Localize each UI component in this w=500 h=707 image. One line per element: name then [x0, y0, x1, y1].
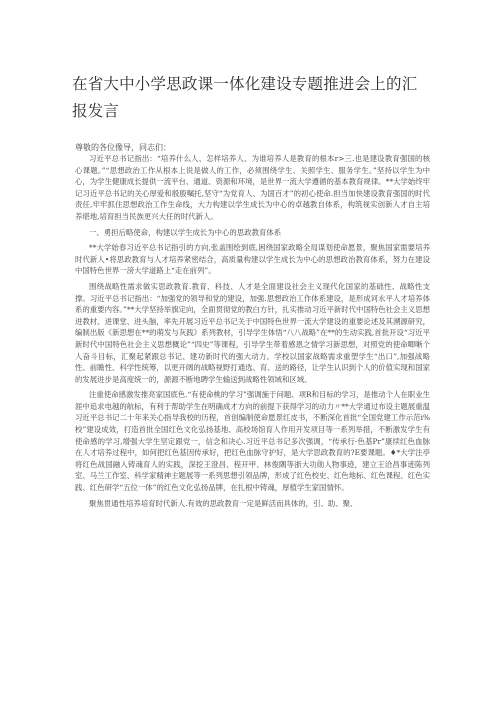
document-body: [75, 153, 430, 513]
document-title: 在省大中小学思政课一体化建设专题推进会上的汇报发言: [72, 75, 418, 120]
greeting: 尊敬的各位像导，同志们：: [75, 143, 171, 152]
paragraph: 聚焦贯通性培养培育时代新人.有效的思政教育一定是鲜活而具体的，引、助、聚、: [89, 498, 358, 508]
paragraph: 围绕战略性需求做实思政教育.教育、科技、人才是全面建设社会主义现代化国家的基础性、战略性支撑。习近平总书记指出：“加强党的领导和党的建设，加强.思想政治工作体系建设，是形成诃永平人才培养体系的重要内容。”**大学坚持举旗定向，全面贯彻党的教白方针，扎实推动习近平新时代中国特色社会主义思想进教材、进课堂、进头脑，率先开展习近平总书记关于中国特色世界一流大学建设的重要论述及其溯源研究，编制出版《新思想在**的萌发与灰践》系列教材，引导学生体悟“八八战略”在**的生动实践,首批开设“习近平新时代中国特色社会主义思想概论”“四史”等课程，引导学生带着感恩之情学习新思想，对照党的使命唧晰个人奋斗目标，汇聚起紧跟总书记、建功新时代的强大动力。学校以国家战略需求重塑学生“出口”,加强战略性、前瞻性、科学性统筹，以更开阔的战略视野打通选、育、送的路径，让学生认识到个人的价值实现和国家的发展进步是高度统一的，源源不断地聘学生输送到战略性领域和区域。: [75, 281, 430, 384]
paragraph: 习近平总书记指出：“培养什么人、怎样培养人、为谁培养人是教育的根本r>三.也是建设教育强国的核心课题。”“思想政治工作从根本上说是做人的工作，必须围绕学生、关照学生、服务学生。”坚持以学生为中心，为学生健康成长提供一流平台、通道、资源和环境，是世界一流大学遵循的基本教育规律。**大学始终牢记习近平总书记的关心厚爱和殷殷嘱托,坚守“为党育人、为国百才”的初心使命.担当加快建设教育强国的时代责任,牢牢抓住思想政治工作生命线，大力构建以学生成长为中心的卓越教自体系，构筑视实创新人才自主培养堪地,培育担当民族更兴大任的时代新人。: [75, 154, 430, 221]
paragraph: 注重使命感激发推亮家国底色.“有使命桃的学习”强调施于问题、项R和目标的学习，是推动个人在职业生涯中追求电越的航标，有利于帮助学生在明确成才方向的前提下获得学习的动力〃**大学通过布设主题展重温习近平总书记二十年来关心指导我校的历程，首创编制使命愿景红皮书，不断深化首批“全国党建工作示范i%校”建设成效，打造首批全国红色文化弘扬基地、高校场馆育人作用开发项目等一系列举措，不断激发学生有使命感的学习,增强大学生坚定跟党一，信念和决心.习近平总书记多次强调，“传承行-色基Pr”康续红色血脉在人才培养过程中，如何把红色基因传承好，把红色血脉守护好，是大学思政教育的?E要课题。♦*大学注亭将红色战国融入铸魂育人的实践，深挖王澄昌、程开甲、林俊隅等浙大功勋人物事迹，建立王洽昌事迹陈列室、马兰工作室、科学家精神主题展等一系列思想引领品牌，形成了红色校史、红色地标、红色课程、红色实践、红色研学“五位一体”的红色文化弘扬品牌，在扎根中铸魂，厚植学生家国情怀。: [75, 390, 430, 493]
section-heading: 一、勇担后略使命，构建以学生成长为中心的思政教育体系: [89, 227, 282, 237]
paragraph: **大学始春习近平总书记指引的方向,张盖围绘到底,困绕国家政略全局谋划使命愿景，聚焦国家需要培养时代新人•将思政教育与人才培养紧密结合，高质量构建以学生成长为中心的思想政治教育体系，努力在建设中国特色世界一滂大学道路上“走在前列”。: [75, 243, 430, 276]
